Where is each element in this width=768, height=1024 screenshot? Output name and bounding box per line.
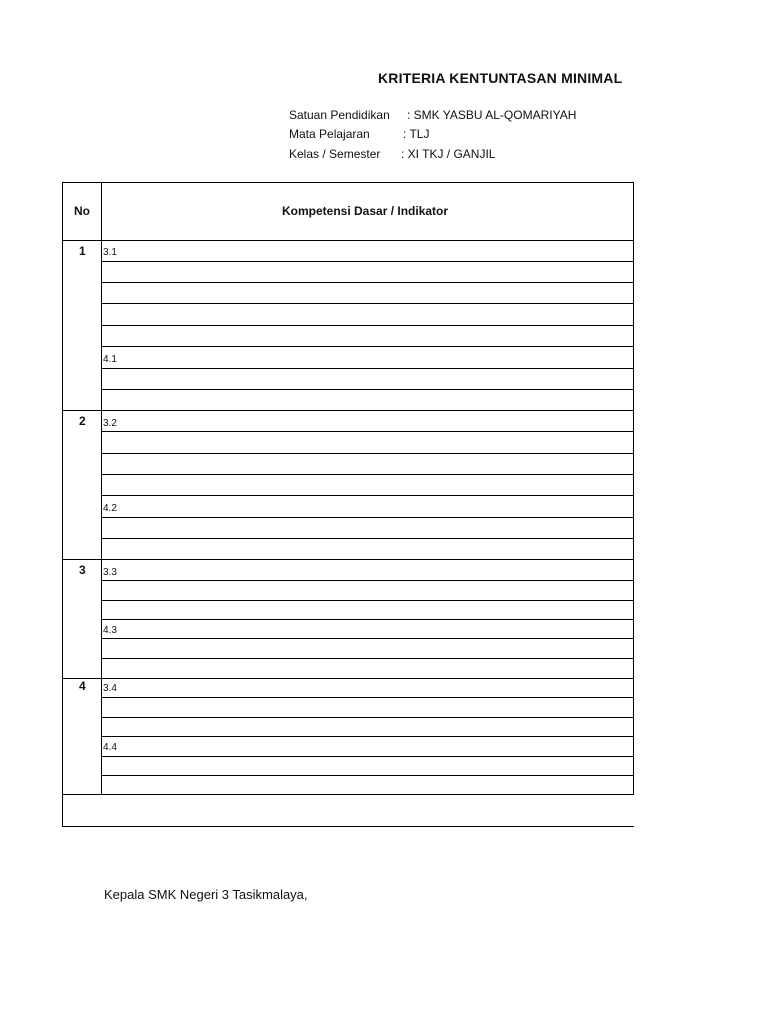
row-line	[102, 346, 634, 347]
kd-code: 3.4	[103, 683, 117, 694]
header-no: No	[74, 204, 90, 218]
meta-value: : XI TKJ / GANJIL	[401, 147, 496, 161]
kd-code: 4.3	[103, 625, 117, 636]
meta-label: Mata Pelajaran	[289, 127, 370, 141]
row-line	[102, 538, 634, 539]
kd-code: 3.2	[103, 418, 117, 429]
row-line	[102, 261, 634, 262]
group-number: 2	[79, 414, 86, 428]
meta-label: Kelas / Semester	[289, 147, 381, 161]
meta-value: : SMK YASBU AL-QOMARIYAH	[407, 108, 577, 122]
kd-code: 4.2	[103, 503, 117, 514]
row-line	[102, 638, 634, 639]
header-bottom-border	[62, 240, 634, 241]
row-line	[102, 600, 634, 601]
kd-code: 4.4	[103, 742, 117, 753]
column-divider	[101, 182, 102, 795]
table-body-bottom-border	[62, 794, 634, 795]
row-line	[102, 453, 634, 454]
row-line	[102, 389, 634, 390]
kd-code: 3.3	[103, 567, 117, 578]
row-line	[102, 431, 634, 432]
row-line	[102, 658, 634, 659]
document-title: KRITERIA KENTUNTASAN MINIMAL	[378, 70, 623, 86]
row-line	[102, 736, 634, 737]
table-left-border	[62, 182, 63, 827]
table-bottom-border	[62, 826, 634, 827]
table-top-border	[62, 182, 634, 183]
meta-value: : TLJ	[403, 127, 430, 141]
meta-label: Satuan Pendidikan	[289, 108, 390, 122]
row-line	[102, 697, 634, 698]
group-number: 1	[79, 244, 86, 258]
header-kompetensi-dasar: Kompetensi Dasar / Indikator	[282, 204, 449, 218]
row-line	[102, 717, 634, 718]
kkm-table	[62, 182, 635, 828]
row-line	[102, 517, 634, 518]
row-line	[102, 775, 634, 776]
group-divider	[62, 678, 634, 679]
group-number: 4	[79, 679, 86, 693]
meta-row-satuan-pendidikan	[289, 108, 577, 122]
table-right-border	[633, 182, 634, 795]
kd-code: 4.1	[103, 354, 117, 365]
signature-label: Kepala SMK Negeri 3 Tasikmalaya,	[104, 887, 308, 902]
meta-row-mata-pelajaran	[289, 127, 430, 141]
row-line	[102, 619, 634, 620]
row-line	[102, 756, 634, 757]
row-line	[102, 580, 634, 581]
meta-row-kelas-semester	[289, 147, 496, 161]
kd-code: 3.1	[103, 247, 117, 258]
row-line	[102, 368, 634, 369]
group-divider	[62, 559, 634, 560]
row-line	[102, 495, 634, 496]
row-line	[102, 325, 634, 326]
group-divider	[62, 410, 634, 411]
group-number: 3	[79, 563, 86, 577]
row-line	[102, 303, 634, 304]
row-line	[102, 474, 634, 475]
row-line	[102, 282, 634, 283]
